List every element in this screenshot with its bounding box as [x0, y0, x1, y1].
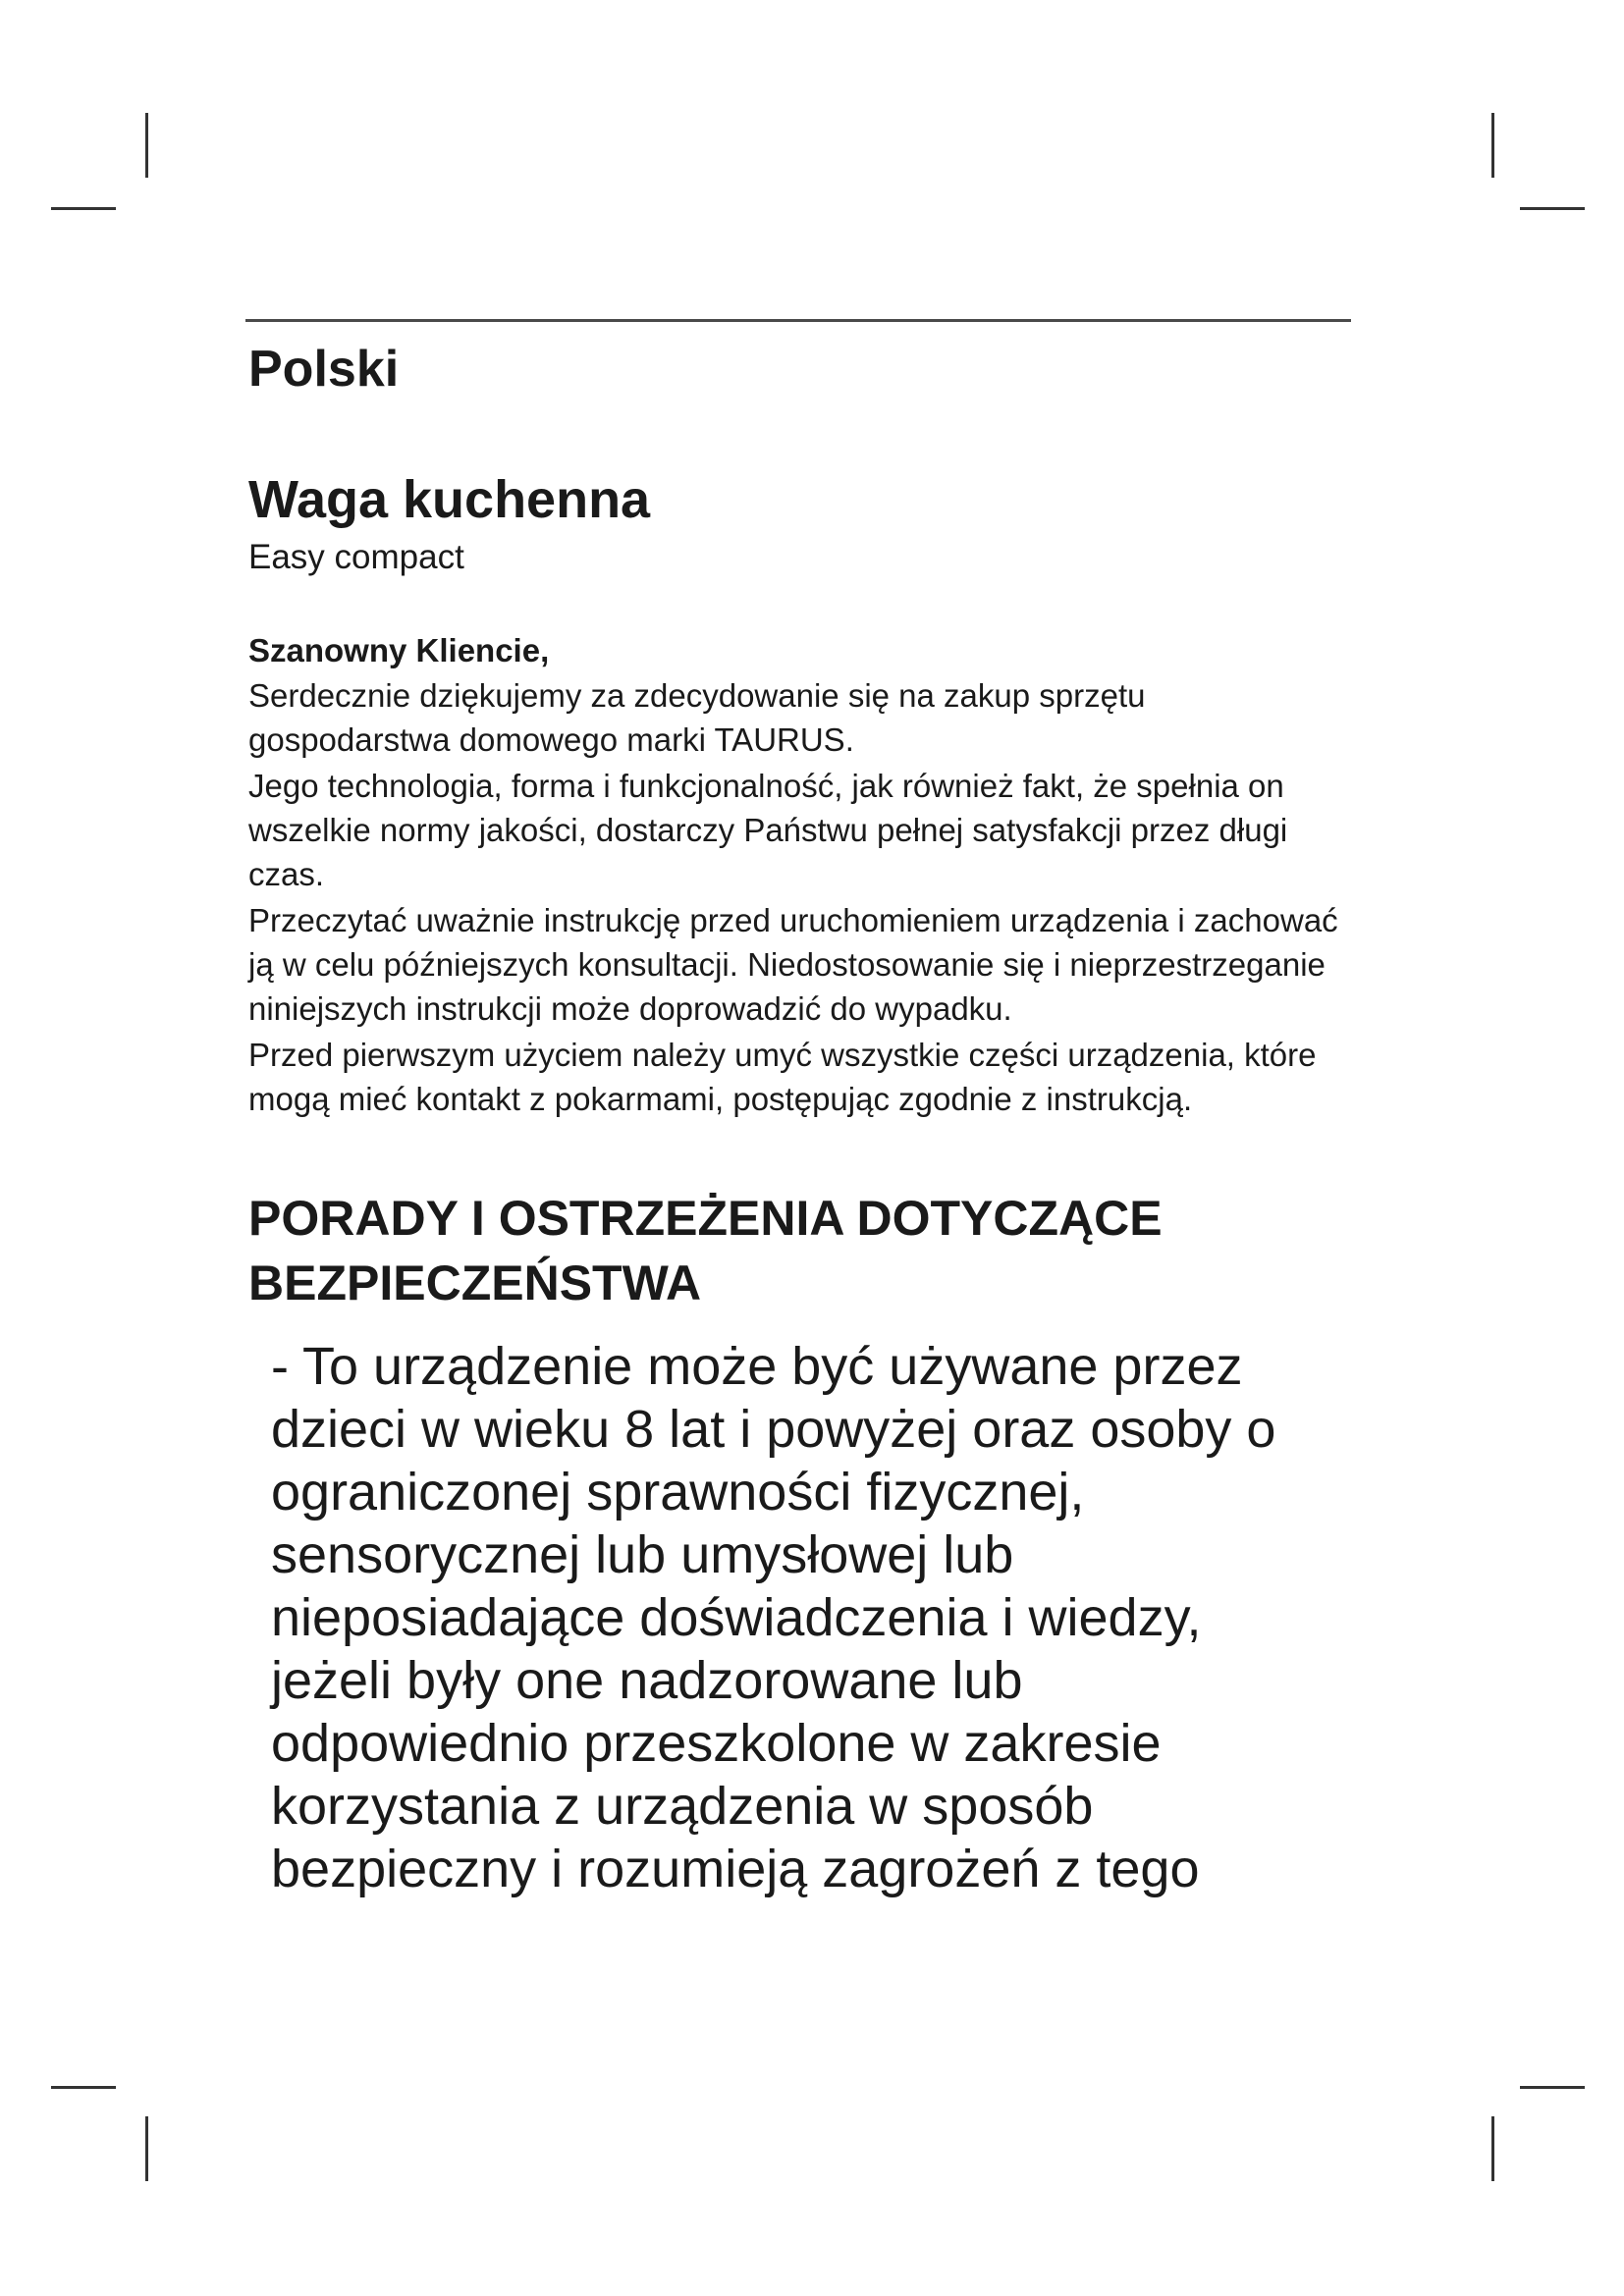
top-rule-divider: [245, 319, 1351, 322]
crop-mark-bottom-left-horizontal: [51, 2086, 116, 2089]
crop-mark-top-left-horizontal: [51, 207, 116, 210]
crop-mark-bottom-right-horizontal: [1520, 2086, 1585, 2089]
safety-heading: PORADY I OSTRZEŻENIA DOTYCZĄCE BEZPIECZEŃSTWA: [248, 1191, 1163, 1310]
intro-paragraph: Przed pierwszym użyciem należy umyć wszystkie części urządzenia, które mogą mieć kontakt z pokarmami, postępując zgodnie z instrukcją.: [248, 1037, 1317, 1117]
crop-mark-top-right-vertical: [1491, 113, 1494, 178]
intro-paragraph: Jego technologia, forma i funkcjonalność, jak również fakt, że spełnia on wszelkie normy jakości, dostarczy Państwu pełnej satysfakcji przez długi czas.: [248, 768, 1288, 892]
crop-mark-bottom-left-vertical: [145, 2116, 148, 2181]
intro-section: [248, 673, 1368, 1121]
greeting: Szanowny Kliencie,: [248, 632, 550, 668]
crop-mark-top-left-vertical: [145, 113, 148, 178]
product-title: Waga kuchenna: [248, 470, 651, 529]
intro-paragraph: Przeczytać uważnie instrukcję przed uruchomieniem urządzenia i zachować ją w celu późniejszych konsultacji. Niedostosowanie się i nieprzestrzeganie niniejszych instrukcji może doprowadzić do wypadku.: [248, 902, 1338, 1027]
product-model: Easy compact: [248, 538, 464, 576]
language-heading: Polski: [248, 341, 400, 398]
document-content: [248, 334, 1368, 1900]
crop-mark-bottom-right-vertical: [1491, 2116, 1494, 2181]
intro-paragraph: Serdecznie dziękujemy za zdecydowanie się na zakup sprzętu gospodarstwa domowego marki TAURUS.: [248, 677, 1146, 758]
crop-mark-top-right-horizontal: [1520, 207, 1585, 210]
safety-item: - To urządzenie może być używane przez dzieci w wieku 8 lat i powyżej oraz osoby o ograniczonej sprawności fizycznej, sensorycznej lub umysłowej lub nieposiadające doświadczenia i wiedzy, jeżeli były one nadzorowane lub odpowiednio przeszkolone w zakresie korzystania z urządzenia w sposób bezpieczny i rozumieją zagrożeń z tego: [271, 1337, 1276, 1898]
